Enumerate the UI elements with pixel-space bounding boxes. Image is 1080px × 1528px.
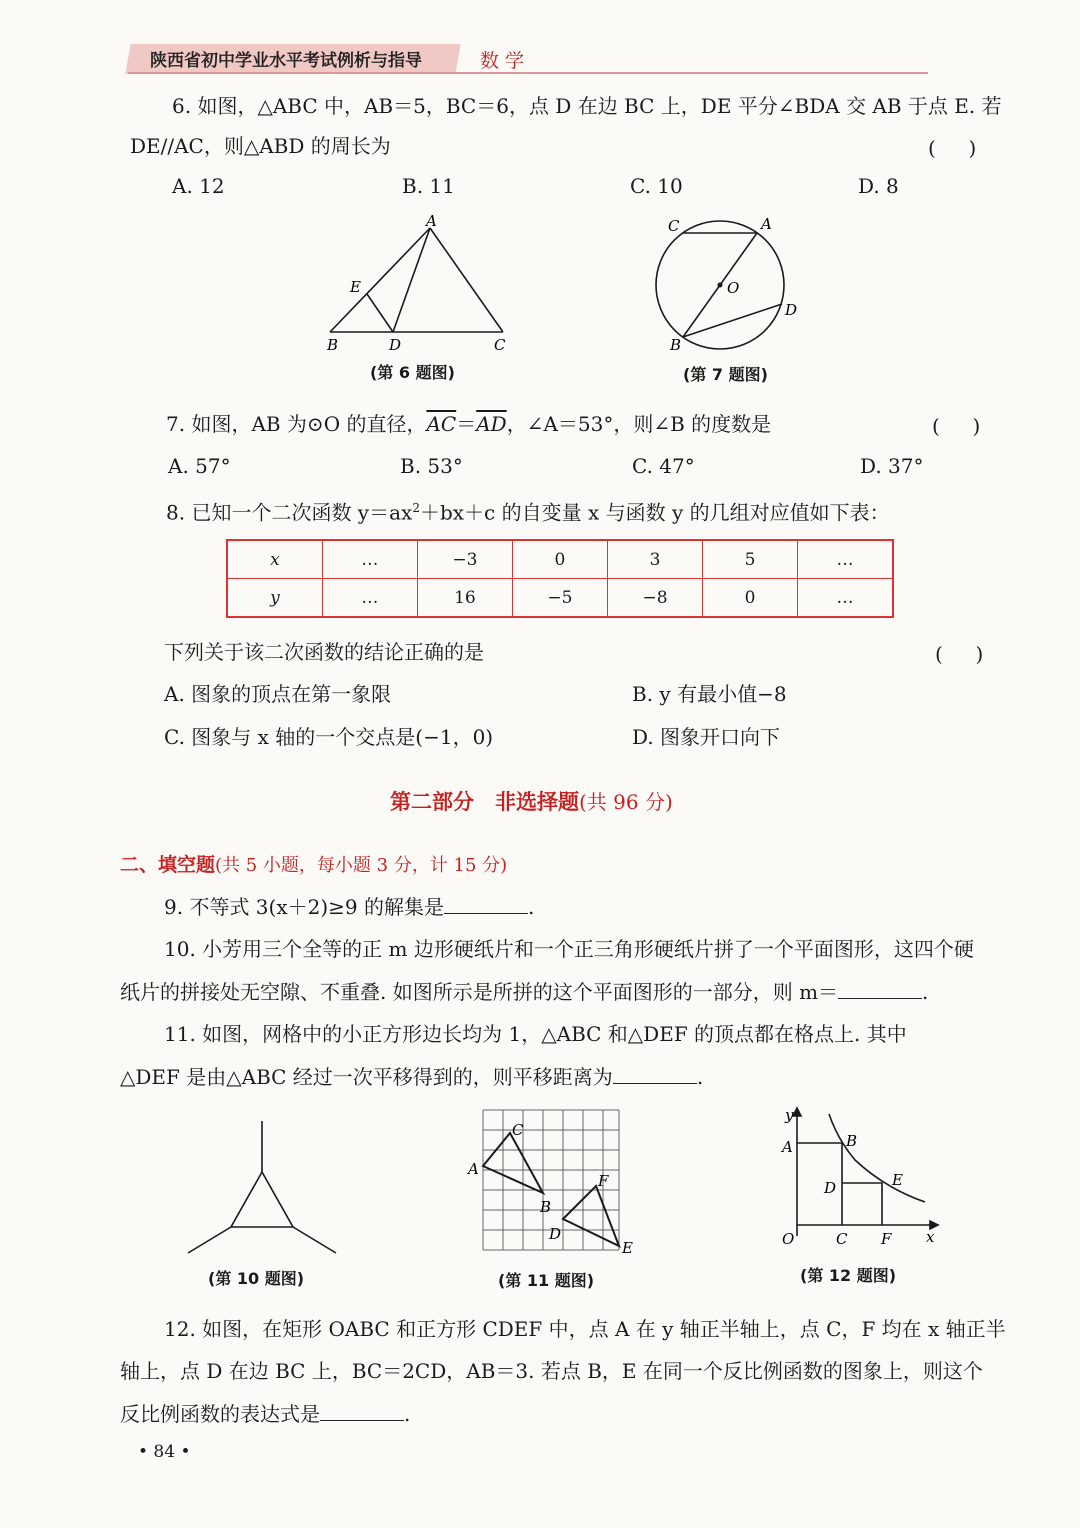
fig6-label-e: E <box>350 278 361 296</box>
fig11-label-f: F <box>598 1172 609 1190</box>
fig12-y-axis-arrow <box>793 1108 801 1116</box>
fig6-segment-de <box>367 294 393 332</box>
table-cell: … <box>797 579 893 618</box>
fig11-caption: (第 11 题图) <box>498 1271 595 1290</box>
q7-arc-ac: $\overline{AC}$ <box>426 412 457 436</box>
table-cell: y <box>227 579 322 618</box>
fig12-label-f: F <box>881 1230 892 1248</box>
fig6-triangle-diagram <box>310 205 530 360</box>
fig6-segment-ab <box>330 228 430 332</box>
part2-title: 第二部分 非选择题 <box>390 790 579 814</box>
fig12-label-x: x <box>926 1228 935 1246</box>
q8-stem-part1: 8. 已知一个二次函数 y＝ax <box>166 500 413 525</box>
q8-value-table <box>226 539 894 618</box>
fig7-label-b: B <box>670 336 682 354</box>
fig11-triangle-def <box>563 1186 619 1246</box>
fig12-hyperbola-curve <box>829 1114 925 1202</box>
fig10-polygon-diagram <box>180 1115 345 1265</box>
q8-prompt: 下列关于该二次函数的结论正确的是 <box>164 640 484 664</box>
fig12-coordinate-diagram <box>760 1100 950 1260</box>
fig7-caption: (第 7 题图) <box>683 365 768 384</box>
q12-text: 反比例函数的表达式是 <box>120 1402 320 1426</box>
fig7-label-d: D <box>785 301 798 319</box>
fig11-grid-diagram <box>462 1100 642 1265</box>
q7-arc-ad: $\overline{AD}$ <box>476 412 507 436</box>
fig6-segment-ad <box>393 228 430 332</box>
table-cell: x <box>227 540 322 579</box>
q11-period: . <box>696 1065 704 1089</box>
q8-option-c: C. 图象与 x 轴的一个交点是(−1，0) <box>164 725 494 749</box>
fig11-label-b: B <box>540 1198 552 1216</box>
fig7-center-dot <box>718 283 723 288</box>
fig12-label-y: y <box>785 1106 794 1124</box>
table-cell: −3 <box>417 540 512 579</box>
fig12-label-e: E <box>892 1171 903 1189</box>
q7-answer-bracket <box>932 410 980 439</box>
q8-answer-bracket <box>935 638 983 667</box>
q8-stem-part2: ＋bx＋c 的自变量 x 与函数 y 的几组对应值如下表： <box>419 500 890 525</box>
fig12-label-b: B <box>846 1132 858 1150</box>
q6-stem-line2: DE//AC，则△ABD 的周长为 <box>130 134 391 158</box>
q10-stem-line1: 10. 小芳用三个全等的正 m 边形硬纸片和一个正三角形硬纸片拼了一个平面图形，这四个硬 <box>164 937 974 961</box>
fig11-label-c: C <box>512 1121 524 1139</box>
fig7-circle-diagram <box>645 205 805 360</box>
q6-answer-bracket <box>928 132 976 161</box>
fig12-square-cdef <box>842 1183 882 1225</box>
fig12-label-d: D <box>824 1179 837 1197</box>
fig12-caption: (第 12 题图) <box>800 1266 897 1285</box>
section2-score: (共 5 小题，每小题 3 分，计 15 分) <box>215 855 508 876</box>
q7-equals: ＝ <box>456 412 477 436</box>
fig6-caption: (第 6 题图) <box>370 363 455 382</box>
table-row-x <box>227 540 893 579</box>
part2-score: (共 96 分) <box>579 790 673 814</box>
q8-stem-exponent: 2 <box>412 501 420 515</box>
header-subject: 数学 <box>480 50 531 72</box>
fig6-label-b: B <box>327 336 339 354</box>
table-cell: 5 <box>703 540 798 579</box>
q6-option-b: B. 11 <box>402 174 455 198</box>
q11-text: △DEF 是由△ABC 经过一次平移得到的，则平移距离为 <box>120 1065 613 1089</box>
q7-option-d: D. 37° <box>860 454 924 478</box>
q6-option-a: A. 12 <box>172 174 225 198</box>
q9-text: 9. 不等式 3(x＋2)≥9 的解集是 <box>164 895 444 919</box>
q10-answer-blank[interactable] <box>838 978 922 999</box>
q7-stem <box>166 410 771 438</box>
table-cell: 3 <box>608 540 703 579</box>
table-cell: 0 <box>703 579 798 618</box>
q9-answer-blank[interactable] <box>444 893 528 914</box>
fig12-label-a: A <box>782 1138 793 1156</box>
q6-option-d: D. 8 <box>858 174 899 198</box>
table-cell: 0 <box>512 540 607 579</box>
q11-answer-blank[interactable] <box>613 1063 697 1084</box>
fig7-label-o: O <box>727 279 740 297</box>
table-row-y <box>227 579 893 618</box>
section2-title: 二、填空题 <box>120 854 216 876</box>
fig7-label-c: C <box>668 217 680 235</box>
table-cell: … <box>322 579 417 618</box>
fig7-label-a: A <box>761 215 772 233</box>
q8-option-b: B. y 有最小值−8 <box>632 682 787 706</box>
q7-option-c: C. 47° <box>632 454 695 478</box>
q12-answer-blank[interactable] <box>320 1400 404 1421</box>
table-cell: −5 <box>512 579 607 618</box>
fig6-segment-ac <box>430 228 503 332</box>
q12-stem-line3 <box>120 1400 410 1428</box>
q8-option-a: A. 图象的顶点在第一象限 <box>164 682 392 706</box>
q8-stem <box>166 494 890 527</box>
q6-option-c: C. 10 <box>630 174 683 198</box>
fig10-edge-right <box>293 1227 336 1253</box>
q8-option-d: D. 图象开口向下 <box>632 725 781 749</box>
q10-stem-line2 <box>120 978 928 1006</box>
header-rule <box>128 72 928 74</box>
fig11-triangle-abc <box>483 1133 543 1193</box>
q11-stem-line1: 11. 如图，网格中的小正方形边长均为 1，△ABC 和△DEF 的顶点都在格点上. 其中 <box>164 1022 907 1046</box>
q9-stem <box>164 893 534 921</box>
part2-heading <box>390 786 673 816</box>
table-cell: … <box>322 540 417 579</box>
fig11-label-a: A <box>468 1160 479 1178</box>
q6-stem-line1: 6. 如图，△ABC 中，AB＝5，BC＝6，点 D 在边 BC 上，DE 平分∠BDA 交 AB 于点 E. 若 <box>172 94 1002 118</box>
q9-period: . <box>527 895 535 919</box>
fig10-caption: (第 10 题图) <box>208 1269 305 1288</box>
table-cell: −8 <box>608 579 703 618</box>
fig10-triangle <box>231 1172 293 1227</box>
fig10-edge-left <box>188 1227 231 1253</box>
q11-stem-line2 <box>120 1063 703 1091</box>
page-number: • 84 • <box>138 1442 191 1462</box>
fig12-label-o: O <box>782 1230 795 1248</box>
q7-option-b: B. 53° <box>400 454 463 478</box>
q7-stem-prefix: 7. 如图，AB 为⊙O 的直径， <box>166 412 427 436</box>
q7-option-a: A. 57° <box>168 454 231 478</box>
fig11-label-d: D <box>549 1225 562 1243</box>
fig6-label-c: C <box>494 336 506 354</box>
q7-stem-suffix: ，∠A＝53°，则∠B 的度数是 <box>506 412 772 436</box>
table-cell: 16 <box>417 579 512 618</box>
q10-period: . <box>922 980 929 1004</box>
q10-text: 纸片的拼接处无空隙、不重叠. 如图所示是所拼的这个平面图形的一部分，则 m＝ <box>120 980 839 1004</box>
q12-stem-line1: 12. 如图，在矩形 OABC 和正方形 CDEF 中，点 A 在 y 轴正半轴上，点 C，F 均在 x 轴正半 <box>164 1317 1006 1341</box>
fig7-chord-bd <box>683 304 782 337</box>
section2-heading <box>120 850 507 877</box>
fig12-label-c: C <box>836 1230 848 1248</box>
q12-stem-line2: 轴上，点 D 在边 BC 上，BC＝2CD，AB＝3. 若点 B，E 在同一个反比例函数的图象上，则这个 <box>120 1359 983 1383</box>
header-series-title: 陕西省初中学业水平考试例析与指导 <box>150 51 422 71</box>
table-cell: … <box>797 540 893 579</box>
fig6-label-a: A <box>426 212 437 230</box>
q12-period: . <box>404 1402 411 1426</box>
fig6-label-d: D <box>389 336 402 354</box>
fig11-label-e: E <box>622 1239 633 1257</box>
